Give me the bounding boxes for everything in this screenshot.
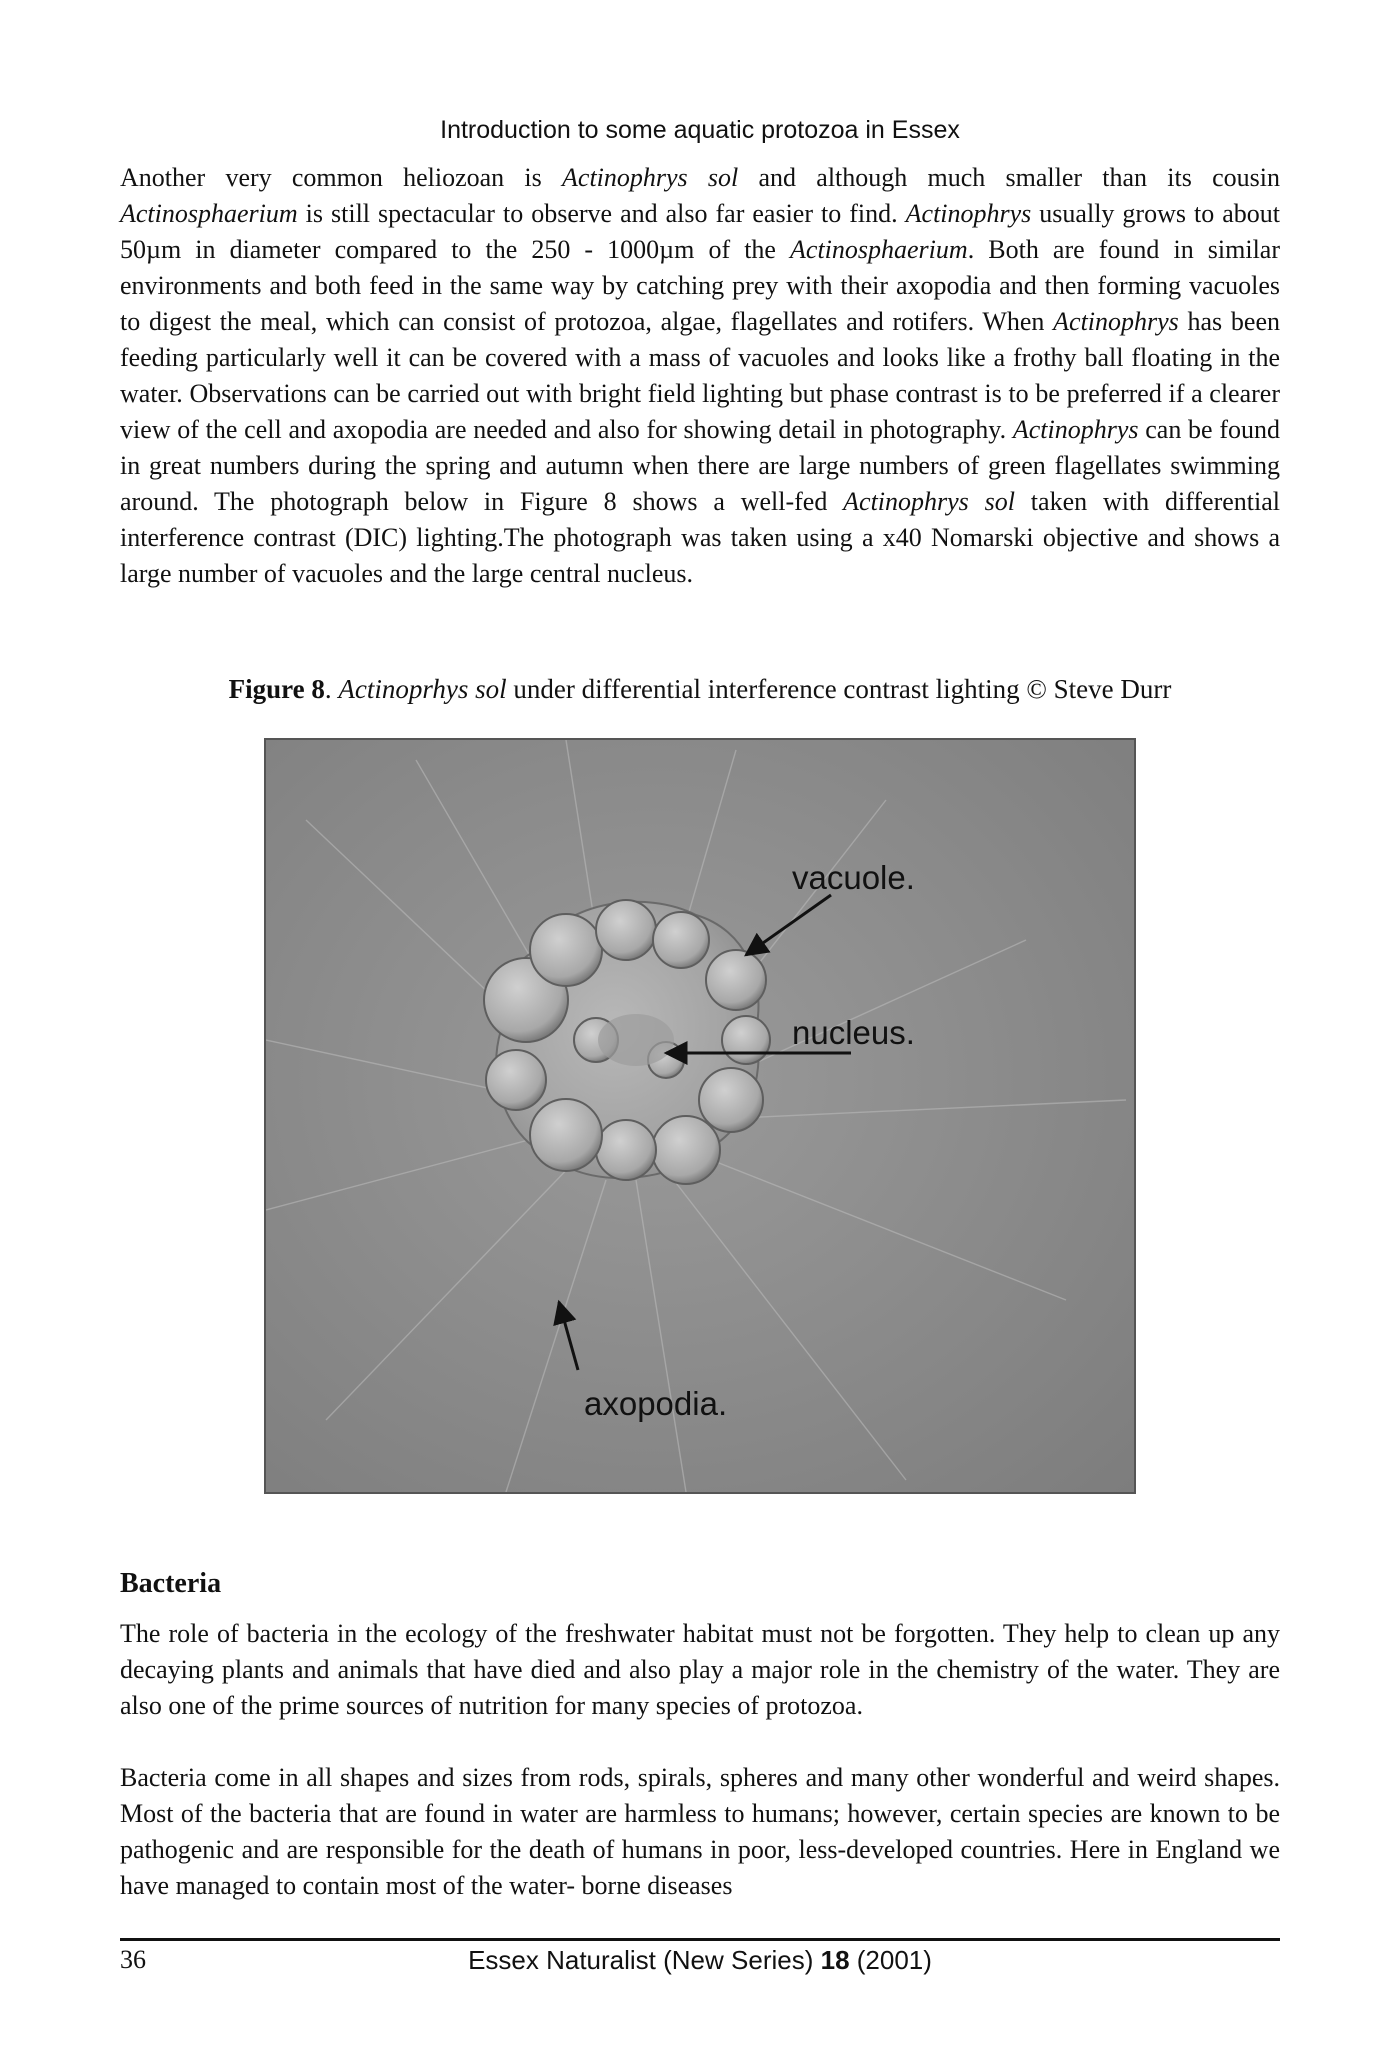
text-run: . Both are found in similar environments and both feed in the same way by catching prey with their axopodia and then forming vacuoles to digest the meal, which can consist of protozoa, algae, flagellates and rotifers. When bbox=[120, 235, 1280, 336]
nucleus-label: nucleus. bbox=[792, 1014, 915, 1051]
species-name: Actinophrys bbox=[1053, 307, 1179, 336]
page-number: 36 bbox=[120, 1945, 146, 1974]
species-name: Actinosphaerium bbox=[120, 199, 298, 228]
running-header: Introduction to some aquatic protozoa in Essex bbox=[440, 116, 960, 144]
journal-volume: 18 bbox=[820, 1945, 850, 1975]
paragraph-actinophrys bbox=[120, 160, 1280, 592]
journal-name: Essex Naturalist (New Series) bbox=[468, 1945, 821, 1975]
species-name: Actinophrys sol bbox=[562, 163, 739, 192]
paragraph-bacteria-shapes: Bacteria come in all shapes and sizes from rods, spirals, spheres and many other wonderful and weird shapes. Most of the bacteria that are found in water are harmless to humans; however, certain species are known to be pathogenic and are responsible for the death of humans in poor, less-developed countries. Here in England we have managed to contain most of the water- borne diseases bbox=[120, 1763, 1280, 1900]
text-run: usually grows to about 50µm in diameter compared to the 250 - 1000µm of the bbox=[120, 199, 1280, 264]
species-name: Actinosphaerium bbox=[790, 235, 968, 264]
footer-divider bbox=[120, 1938, 1280, 1941]
micrograph-image bbox=[266, 740, 1134, 1492]
text-run: Another very common heliozoan is bbox=[120, 163, 563, 192]
text-run: has been feeding particularly well it can be covered with a mass of vacuoles and looks like a frothy ball floating in the water. Observations can be carried out with bright field lighting but phase contrast is to be preferred if a clearer view of the cell and axopodia are needed and also for showing detail in photography. bbox=[120, 307, 1280, 444]
text-run: . bbox=[324, 674, 339, 704]
text-run: can be found in great numbers during the spring and autumn when there are large numbers of green flagellates swimming around. The photograph below in Figure 8 shows a well-fed bbox=[120, 415, 1280, 516]
figure-caption bbox=[0, 674, 1400, 705]
nucleus-region bbox=[598, 1014, 674, 1066]
text-run: taken with differential interference contrast (DIC) lighting.The photograph was taken using a x40 Nomarski objective and shows a large number of vacuoles and the large central nucleus. bbox=[120, 487, 1281, 588]
journal-year: (2001) bbox=[849, 1945, 932, 1975]
paragraph-bacteria-role: The role of bacteria in the ecology of the freshwater habitat must not be forgotten. They help to clean up any decaying plants and animals that have died and also play a major role in the chemistry of the water. They are also one of the prime sources of nutrition for many species of protozoa. bbox=[120, 1619, 1280, 1720]
species-name: Actinophrys bbox=[1012, 415, 1139, 444]
vacuole-label: vacuole. bbox=[792, 859, 915, 896]
species-name: Actinophrys sol bbox=[843, 487, 1015, 516]
caption-text: under differential interference contrast lighting © Steve Durr bbox=[506, 674, 1172, 704]
section-heading-bacteria: Bacteria bbox=[120, 1568, 222, 1599]
axopodia-label: axopodia. bbox=[584, 1385, 728, 1422]
species-name: Actinophrys bbox=[905, 199, 1032, 228]
text-run: and although much smaller than its cousin bbox=[738, 163, 1280, 192]
micrograph-figure bbox=[264, 738, 1136, 1494]
text-run: is still spectacular to observe and also far easier to find. bbox=[297, 199, 906, 228]
journal-citation bbox=[0, 1945, 1400, 1976]
figure-label: Figure 8 bbox=[228, 674, 325, 704]
species-name: Actinoprhys sol bbox=[338, 674, 507, 704]
